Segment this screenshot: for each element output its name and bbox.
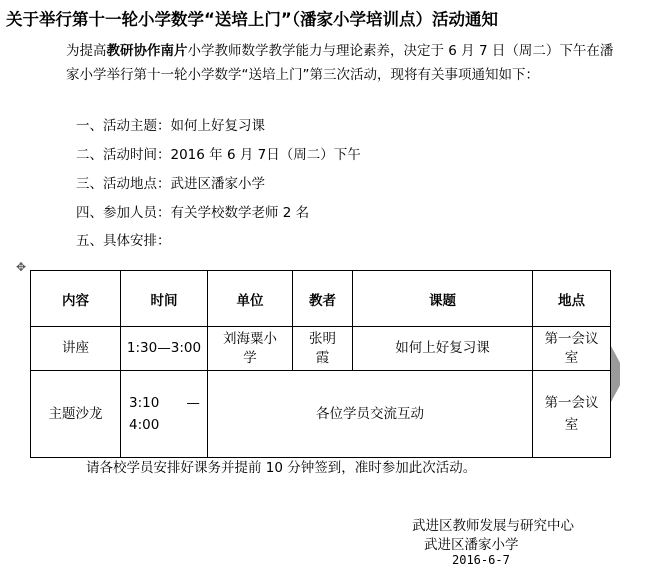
move-icon[interactable]: ✥	[15, 260, 27, 274]
row1-unit-line1: 刘海粟小	[223, 330, 277, 347]
intro-paragraph	[66, 39, 614, 87]
row2-place-line1: 第一会议	[544, 395, 599, 411]
item-place: 三、活动地点：武进区潘家小学	[76, 176, 265, 192]
row2-place-line2: 室	[564, 417, 579, 433]
row1-content: 讲座	[31, 327, 121, 371]
row1-teacher	[293, 327, 353, 371]
row1-time: 1:30—3:00	[121, 327, 208, 371]
closing-note: 请各校学员安排好课务并提前 10 分钟签到，准时参加此次活动。	[86, 460, 477, 476]
item-time: 二、活动时间：2016 年 6 月 7日（周二）下午	[76, 147, 361, 163]
signature-org1: 武进区教师发展与研究中心	[412, 518, 574, 534]
row2-place	[533, 371, 611, 458]
header-content: 内容	[31, 271, 121, 327]
item-theme: 一、活动主题：如何上好复习课	[76, 118, 265, 134]
item-arrangement: 五、具体安排：	[76, 233, 171, 249]
schedule-table	[30, 270, 611, 458]
header-time: 时间	[121, 271, 208, 327]
notice-title: 关于举行第十一轮小学数学“送培上门”（潘家小学培训点）活动通知	[6, 10, 498, 29]
intro-part2: 小学教师数学教学能力与理论素养，决定于 6 月 7 日（周二）下午在潘家小学举行第十一轮小学数学“送培上门”第三次活动，现将有关事项通知如下：	[66, 43, 614, 83]
table-header-row	[31, 271, 611, 327]
row2-time	[121, 371, 208, 458]
intro-bold: 教研协作南片	[106, 43, 188, 59]
header-unit: 单位	[208, 271, 293, 327]
row1-place-line2: 室	[564, 349, 579, 366]
table-row	[31, 371, 611, 458]
row2-time-line1: 3:10 —	[129, 395, 200, 411]
row1-topic: 如何上好复习课	[353, 327, 533, 371]
signature-org2: 武进区潘家小学	[424, 537, 519, 553]
row1-unit	[208, 327, 293, 371]
row1-place	[533, 327, 611, 371]
row2-topic: 各位学员交流互动	[208, 371, 533, 458]
row2-time-line2: 4:00	[129, 417, 160, 433]
row1-place-line1: 第一会议	[544, 330, 599, 347]
intro-part1: 为提高	[66, 43, 107, 59]
header-topic: 课题	[353, 271, 533, 327]
row2-content: 主题沙龙	[31, 371, 121, 458]
row1-unit-line2: 学	[243, 349, 257, 366]
signature-date: 2016-6-7	[452, 553, 510, 567]
item-participants: 四、参加人员：有关学校数学老师 2 名	[76, 205, 310, 221]
row1-teacher-line1: 张明	[309, 330, 336, 347]
side-tab-arrow-icon[interactable]	[611, 346, 620, 402]
row1-teacher-line2: 霞	[315, 349, 330, 366]
header-place: 地点	[533, 271, 611, 327]
table-row	[31, 327, 611, 371]
header-teacher: 教者	[293, 271, 353, 327]
